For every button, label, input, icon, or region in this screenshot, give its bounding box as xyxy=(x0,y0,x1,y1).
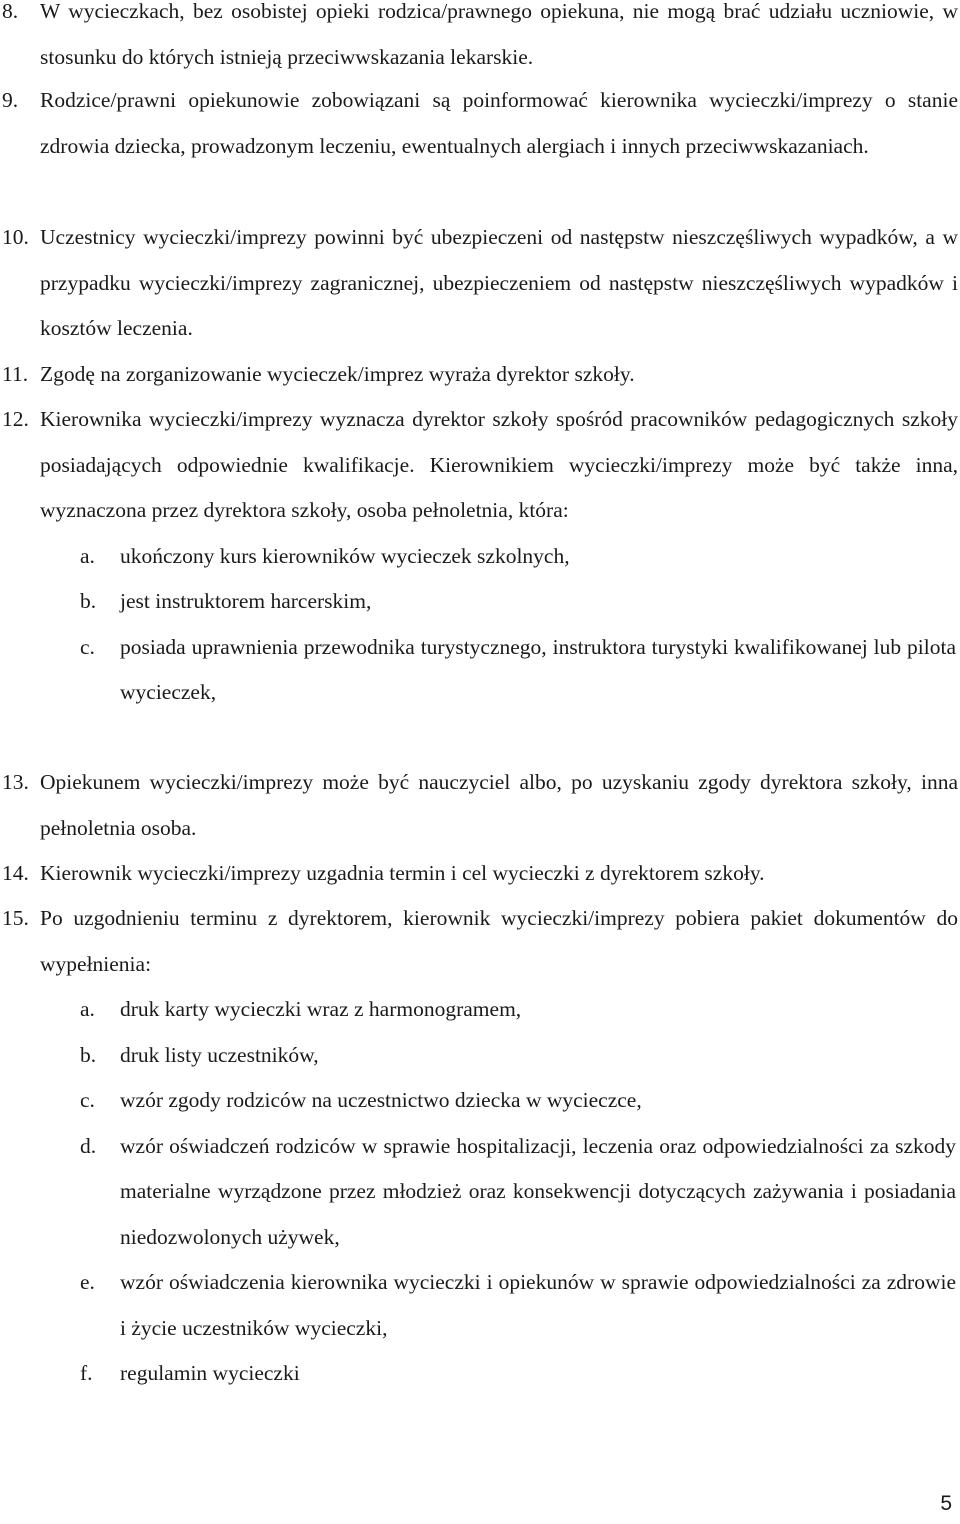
item-text: Rodzice/prawni opiekunowie zobowiązani są poinformować kierownika wycieczki/imprezy o stanie zdrowia dziecka, prowadzonym leczeniu, ewentualnych alergiach i innych przeciwwskazaniach. xyxy=(40,88,958,158)
item-number: 15. xyxy=(2,906,29,930)
sub-item-d xyxy=(80,1124,956,1261)
sub-text: wzór zgody rodziców na uczestnictwo dziecka w wycieczce, xyxy=(120,1088,642,1112)
sub-text: druk karty wycieczki wraz z harmonogramem, xyxy=(120,997,522,1021)
sub-item-b xyxy=(80,1033,956,1079)
item-number: 9. xyxy=(2,88,19,112)
item-number: 10. xyxy=(2,225,29,249)
list-item-10 xyxy=(0,215,958,352)
sub-text: posiada uprawnienia przewodnika turystycznego, instruktora turystyki kwalifikowanej lub pilota wycieczek, xyxy=(120,634,956,704)
sub-item-a xyxy=(80,534,956,580)
sub-text: regulamin wycieczki xyxy=(120,1361,300,1385)
item-text: W wycieczkach, bez osobistej opieki rodzica/prawnego opiekuna, nie mogą brać udziału uczniowie, w stosunku do których istnieją przeciwwskazania lekarskie. xyxy=(40,0,958,69)
sub-item-b xyxy=(80,579,956,625)
sub-item-a xyxy=(80,987,956,1033)
list-item-13 xyxy=(0,760,958,851)
list-item-15 xyxy=(0,896,958,1397)
sub-text: wzór oświadczenia kierownika wycieczki i opiekunów w sprawie odpowiedzialności za zdrowie i życie uczestników wycieczki, xyxy=(120,1270,956,1340)
item-number: 13. xyxy=(2,770,29,794)
page-number: 5 xyxy=(940,1492,952,1515)
sub-letter: f. xyxy=(80,1361,93,1385)
sub-letter: a. xyxy=(80,543,95,568)
item-text: Opiekunem wycieczki/imprezy może być nauczyciel albo, po uzyskaniu zgody dyrektora szkoły, inna pełnoletnia osoba. xyxy=(40,770,958,840)
list-item-12 xyxy=(0,397,958,716)
item-text: Kierownik wycieczki/imprezy uzgadnia termin i cel wycieczki z dyrektorem szkoły. xyxy=(40,861,765,885)
sub-list xyxy=(0,987,958,1397)
sub-text: ukończony kurs kierowników wycieczek szkolnych, xyxy=(120,543,570,568)
sub-list xyxy=(0,534,958,716)
item-text: Po uzgodnieniu terminu z dyrektorem, kierownik wycieczki/imprezy pobiera pakiet dokumentów do wypełnienia: xyxy=(40,906,958,976)
list-item-9 xyxy=(0,78,958,169)
sub-letter: d. xyxy=(80,1133,97,1158)
sub-letter: a. xyxy=(80,997,95,1021)
item-text: Uczestnicy wycieczki/imprezy powinni być ubezpieczeni od następstw nieszczęśliwych wypadków, a w przypadku wycieczki/imprezy zagranicznej, ubezpieczeniem od następstw nieszczęśliwych wypadków i kosztów leczenia. xyxy=(40,225,958,340)
sub-item-e xyxy=(80,1260,956,1351)
sub-letter: e. xyxy=(80,1270,95,1294)
sub-text: wzór oświadczeń rodziców w sprawie hospitalizacji, leczenia oraz odpowiedzialności za szkody materialne wyrządzone przez młodzież oraz konsekwencji dotyczących zażywania i posiadania niedozwolonych używek, xyxy=(120,1133,956,1249)
sub-letter: c. xyxy=(80,634,95,659)
sub-letter: b. xyxy=(80,589,97,613)
item-text: Zgodę na zorganizowanie wycieczek/imprez wyraża dyrektor szkoły. xyxy=(40,362,635,386)
sub-text: jest instruktorem harcerskim, xyxy=(120,589,372,613)
sub-letter: c. xyxy=(80,1088,95,1112)
sub-item-c xyxy=(80,1078,956,1124)
item-number: 12. xyxy=(2,407,29,431)
sub-item-f xyxy=(80,1351,956,1397)
list-item-8 xyxy=(0,0,958,80)
list-item-14 xyxy=(0,851,958,897)
sub-letter: b. xyxy=(80,1042,97,1067)
sub-item-c xyxy=(80,625,956,716)
item-number: 8. xyxy=(2,0,19,23)
item-text: Kierownika wycieczki/imprezy wyznacza dyrektor szkoły spośród pracowników pedagogicznych szkoły posiadających odpowiednie kwalifikacje. Kierownikiem wycieczki/imprezy może być także inna, wyznaczona przez dyrektora szkoły, osoba pełnoletnia, która: xyxy=(40,407,958,522)
item-number: 14. xyxy=(2,861,29,885)
list-item-11 xyxy=(0,352,958,398)
sub-text: druk listy uczestników, xyxy=(120,1042,319,1067)
item-number: 11. xyxy=(2,362,29,386)
